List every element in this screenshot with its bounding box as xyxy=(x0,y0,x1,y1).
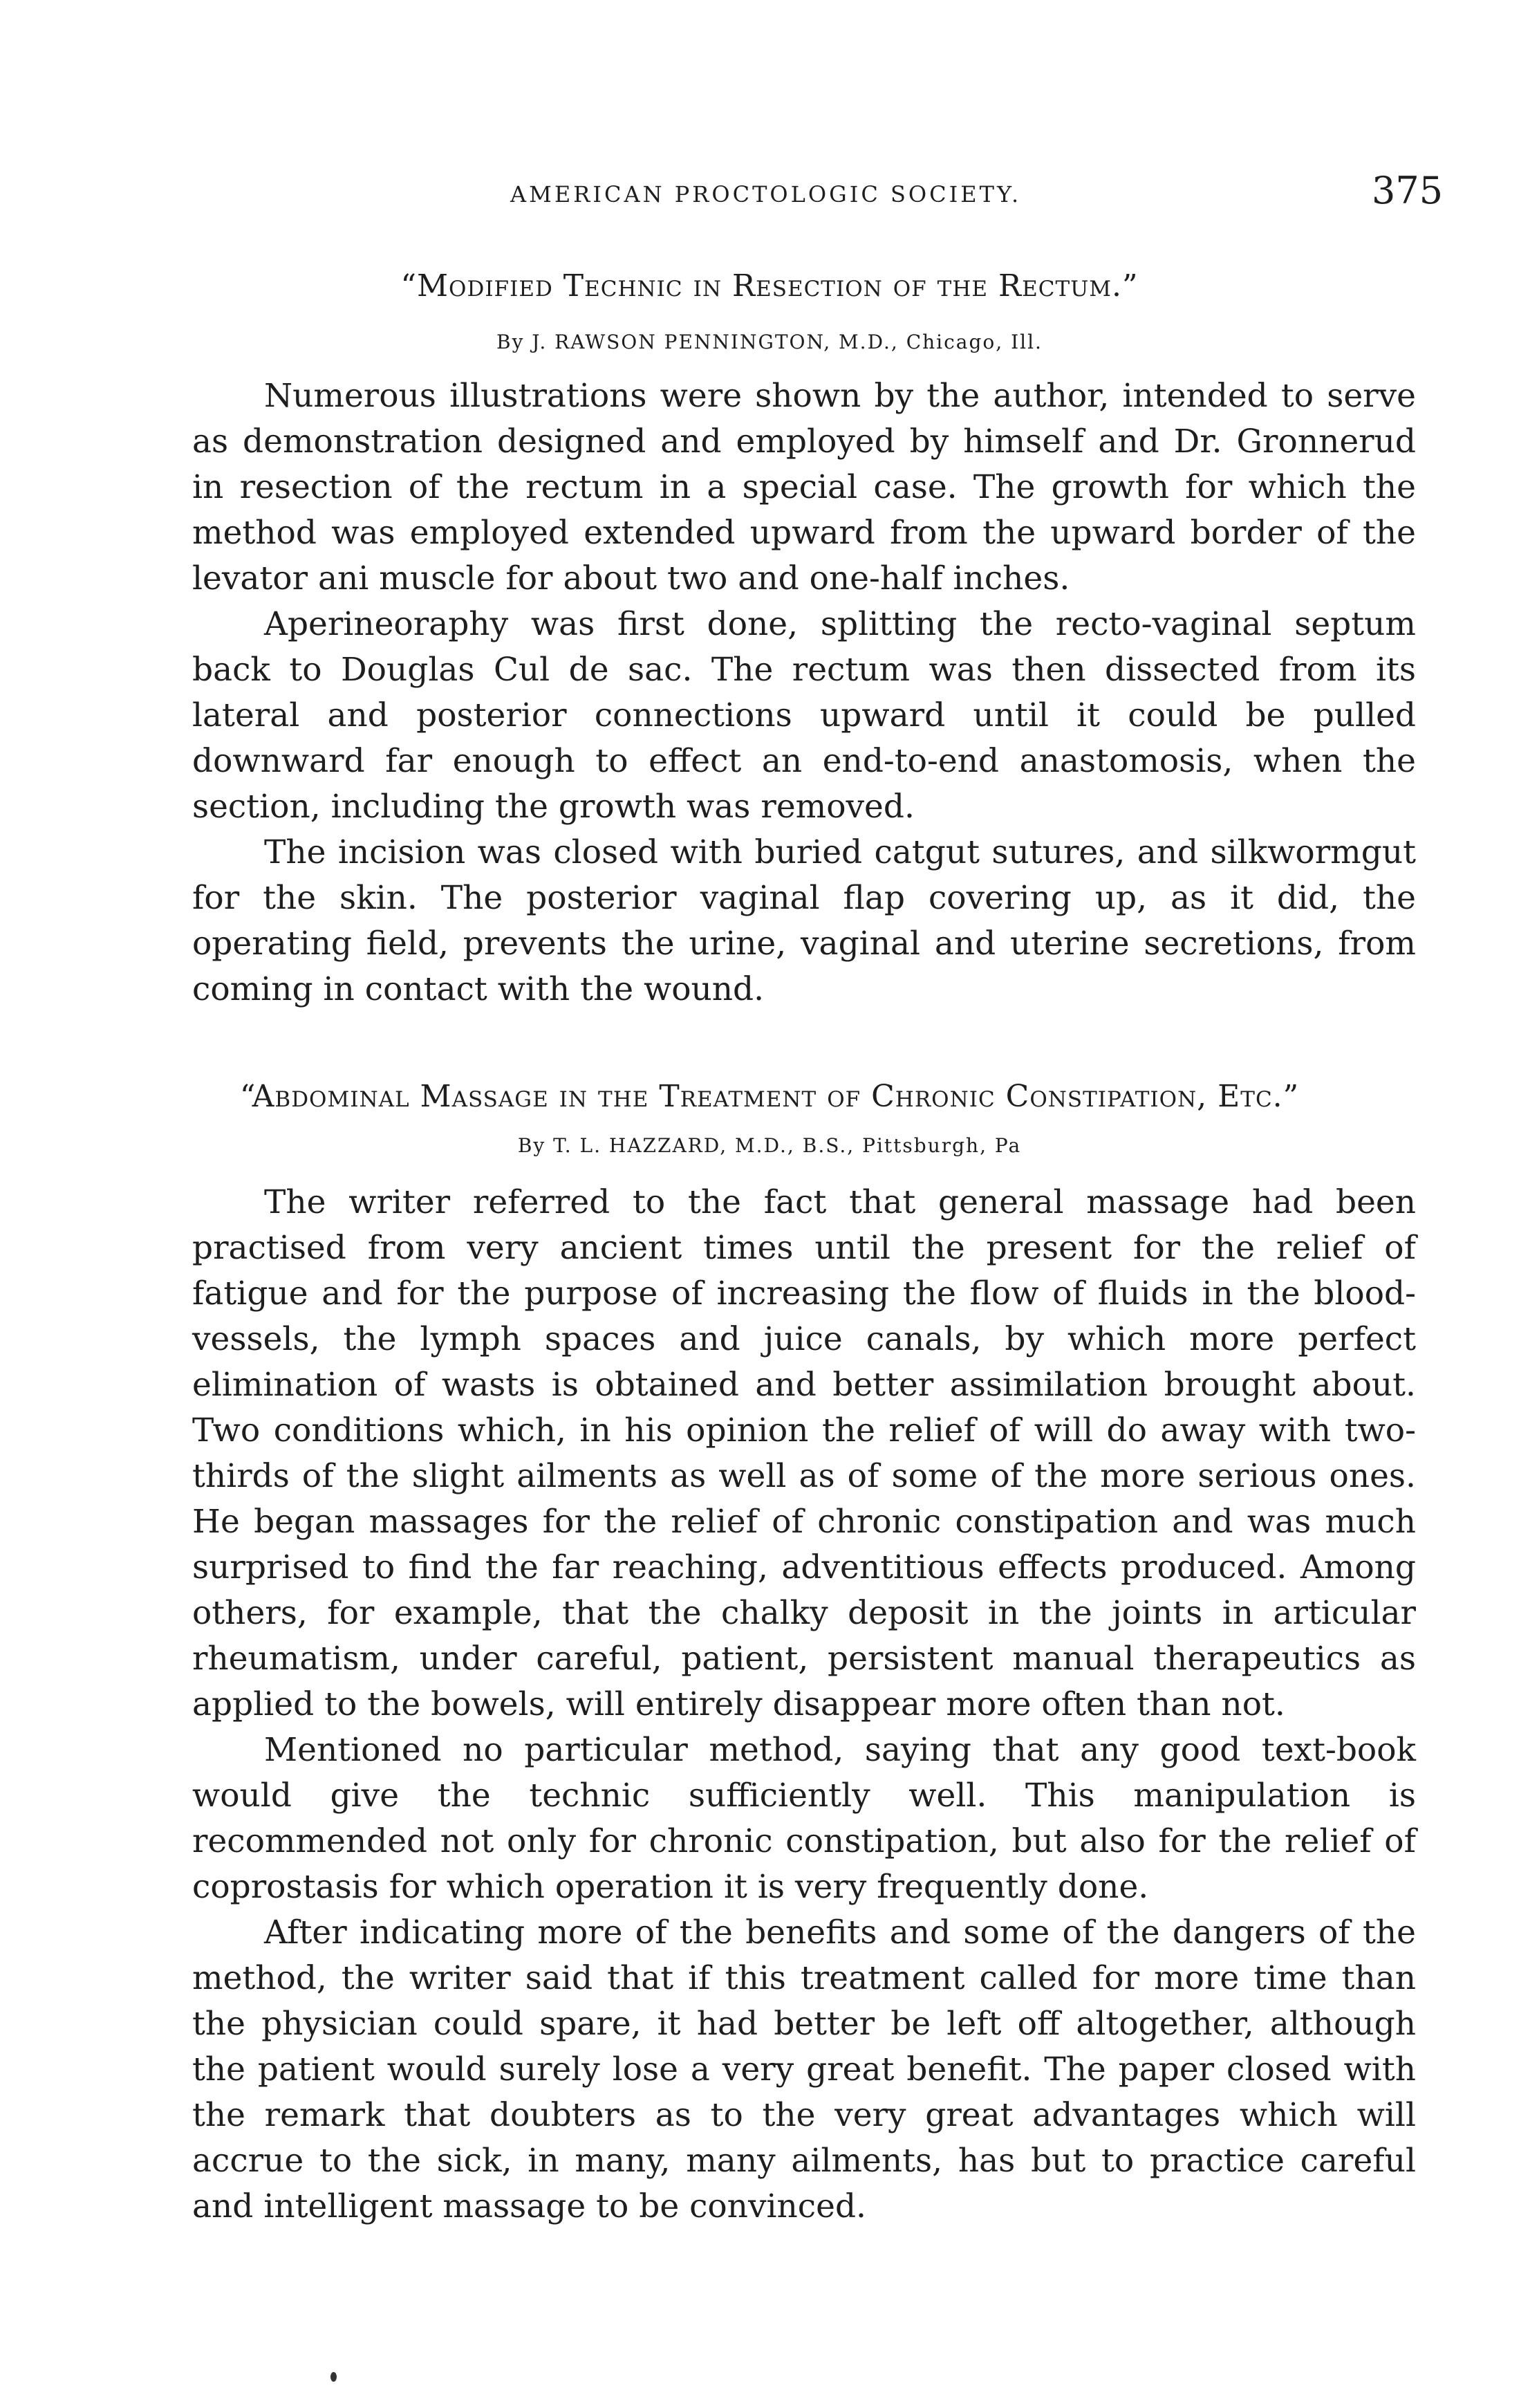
page-number: 375 xyxy=(1372,169,1444,212)
paragraph: The incision was closed with buried catgut sutures, and silkwormgut for the skin. The posterior vaginal flap covering up, as it did, the operating field, prevents the urine, vaginal and uterine secretions, from coming in contact with the wound. xyxy=(192,833,1416,1008)
ink-speck xyxy=(330,2372,337,2382)
paragraph: Mentioned no particular method, saying that any good text-book would give the technic sufficiently well. This manipulation is recommended not only for chronic constipation, but also for the relief of coprostasis for which operation it is very frequently done. xyxy=(192,1731,1416,1906)
article-title: “Modified Technic in Resection of the Rectum.” xyxy=(400,268,1139,304)
article-title: “Abdominal Massage in the Treatment of Chronic Constipation, Etc.” xyxy=(239,1079,1300,1114)
paragraph: Numerous illustrations were shown by the author, intended to serve as demonstration designed and employed by himself and Dr. Gronnerud in resection of the rectum in a special case. The growth for which the method was employed extended upward from the upward border of the levator ani muscle for about two and one-half inches. xyxy=(192,377,1416,598)
running-head: AMERICAN PROCTOLOGIC SOCIETY. xyxy=(510,181,1022,207)
paragraph: The writer referred to the fact that general massage had been practised from very ancient times until the present for the relief of fatigue and for the purpose of increasing the flow of fluids in the blood-vessels, the lymph spaces and juice canals, by which more perfect elimination of wasts is obtained and better assimilation brought about. Two conditions which, in his opinion the relief of will do away with two-thirds of the slight ailments as well as of some of the more serious ones. He began massages for the relief of chronic constipation and was much surprised to find the far reaching, adventitious effects produced. Among others, for example, that the chalky deposit in the joints in articular rheumatism, under careful, patient, persistent manual therapeutics as applied to the bowels, will entirely disappear more often than not. xyxy=(192,1183,1416,1723)
article-byline: By T. L. HAZZARD, M.D., B.S., Pittsburgh, Pa xyxy=(517,1134,1022,1157)
paragraph: Aperineoraphy was first done, splitting the recto-vaginal septum back to Douglas Cul de sac. The rectum was then dissected from its lateral and posterior connections upward until it could be pulled downward far enough to effect an end-to-end anastomosis, when the section, including the growth was removed. xyxy=(192,605,1416,826)
article-body xyxy=(192,373,1416,1012)
article-byline: By J. RAWSON PENNINGTON, M.D., Chicago, Ill. xyxy=(496,331,1043,353)
paragraph: After indicating more of the benefits and some of the dangers of the method, the writer said that if this treatment called for more time than the physician could spare, it had better be left off altogether, although the patient would surely lose a very great benefit. The paper closed with the remark that doubters as to the very great advantages which will accrue to the sick, in many, many ailments, has but to practice careful and intelligent massage to be convinced. xyxy=(192,1914,1416,2225)
article-body xyxy=(192,1180,1416,2230)
